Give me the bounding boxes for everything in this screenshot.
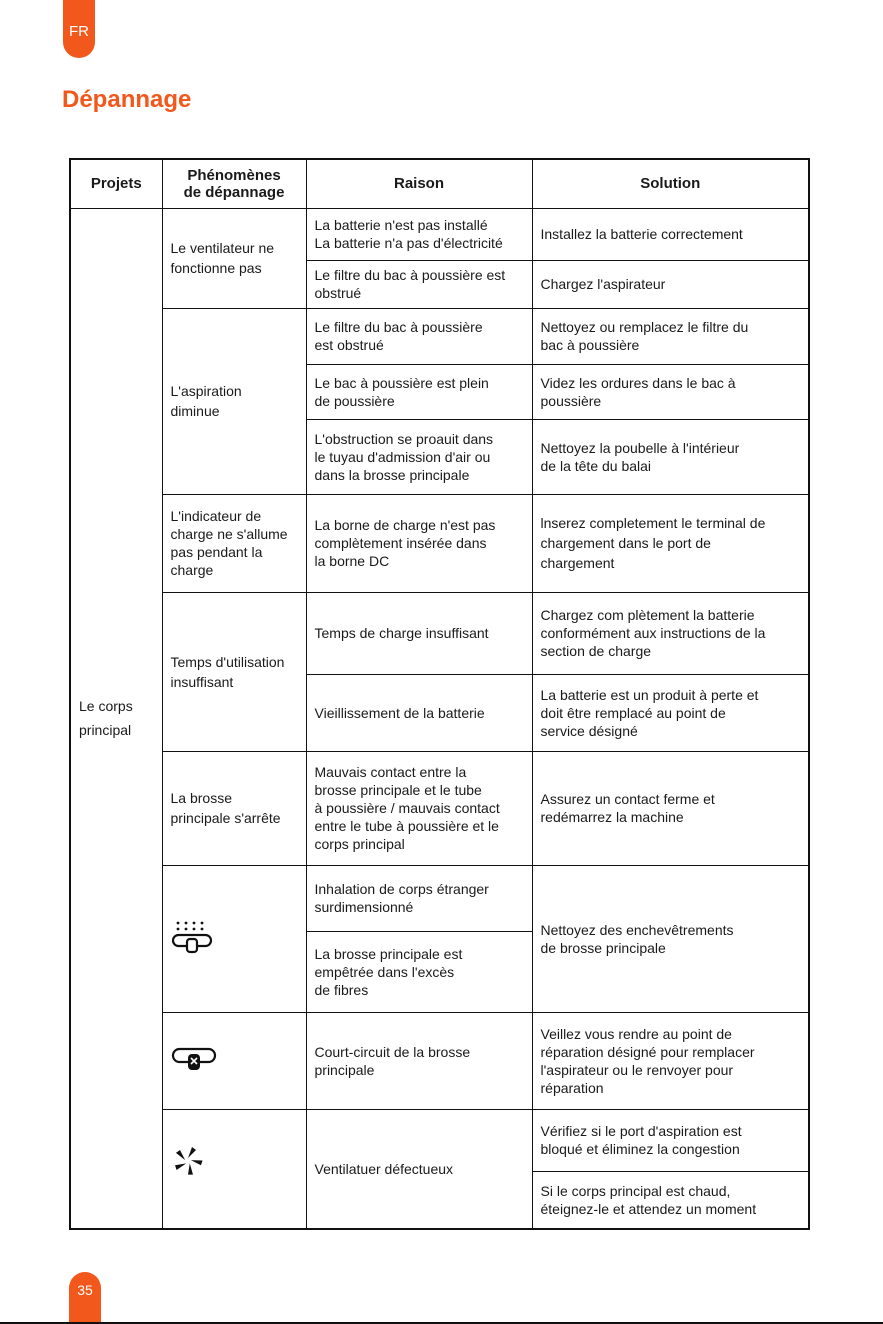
reason-cell: Temps de charge insuffisant	[306, 592, 532, 674]
solution-cell: lnserez completement le terminal de chargement dans le port de chargement	[532, 494, 809, 592]
reason-cell: Court-circuit de la brosse principale	[306, 1012, 532, 1109]
brush-tangle-icon	[171, 920, 215, 954]
table-row	[70, 208, 809, 260]
reason-cell: Vieillissement de la batterie	[306, 674, 532, 751]
fan-icon-cell	[162, 1109, 306, 1229]
phenomenon-cell: Le ventilateur ne fonctionne pas	[162, 208, 306, 308]
reason-cell: La brosse principale est empêtrée dans l'excès de fibres	[306, 931, 532, 1012]
solution-cell: Nettoyez des enchevêtrements de brosse principale	[532, 865, 809, 1012]
solution-cell: Videz les ordures dans le bac à poussière	[532, 364, 809, 419]
phenomenon-cell: L'aspiration diminue	[162, 308, 306, 494]
reason-cell: La borne de charge n'est pas complètement insérée dans la borne DC	[306, 494, 532, 592]
header-projets: Projets	[70, 159, 162, 208]
brush-short-icon-cell	[162, 1012, 306, 1109]
solution-cell: Assurez un contact ferme et redémarrez la machine	[532, 751, 809, 865]
troubleshooting-table	[69, 158, 810, 1230]
table-row	[70, 308, 809, 364]
page-number: 35	[77, 1282, 93, 1298]
solution-cell: Chargez com plètement la batterie conformément aux instructions de la section de charge	[532, 592, 809, 674]
table-row	[70, 1012, 809, 1109]
reason-cell: La batterie n'est pas installé La batterie n'a pas d'électricité	[306, 208, 532, 260]
language-tab	[63, 0, 95, 58]
header-raison: Raison	[306, 159, 532, 208]
table-row	[70, 494, 809, 592]
page-number-tab	[69, 1272, 101, 1324]
project-cell: Le corps principal	[70, 208, 162, 1229]
solution-cell: La batterie est un produit à perte et doit être remplacé au point de service désigné	[532, 674, 809, 751]
phenomenon-cell: Temps d'utilisation insuffisant	[162, 592, 306, 751]
solution-cell: Nettoyez la poubelle à l'intérieur de la tête du balai	[532, 419, 809, 494]
header-solution: Solution	[532, 159, 809, 208]
reason-cell: Le bac à poussière est plein de poussière	[306, 364, 532, 419]
reason-cell: Mauvais contact entre la brosse principale et le tube à poussière / mauvais contact entre le tube à poussière et le corps principal	[306, 751, 532, 865]
brush-short-circuit-icon	[171, 1045, 217, 1073]
reason-cell: Le filtre du bac à poussière est obstrué	[306, 308, 532, 364]
solution-cell: Installez la batterie correctement	[532, 208, 809, 260]
language-label: FR	[69, 23, 89, 40]
solution-cell: Si le corps principal est chaud, éteignez-le et attendez un moment	[532, 1171, 809, 1229]
reason-cell: Le filtre du bac à poussière est obstrué	[306, 260, 532, 308]
table-row	[70, 592, 809, 674]
table-header-row	[70, 159, 809, 208]
reason-cell: Inhalation de corps étranger surdimensionné	[306, 865, 532, 931]
page-title: Dépannage	[62, 86, 192, 113]
table-row	[70, 865, 809, 931]
phenomenon-cell: La brosse principale s'arrête	[162, 751, 306, 865]
reason-cell: L'obstruction se proauit dans le tuyau d'admission d'air ou dans la brosse principale	[306, 419, 532, 494]
solution-cell: Nettoyez ou remplacez le filtre du bac à poussière	[532, 308, 809, 364]
brush-tangle-icon-cell	[162, 865, 306, 1012]
solution-cell: Vérifiez si le port d'aspiration est bloqué et éliminez la congestion	[532, 1109, 809, 1171]
table-row	[70, 1109, 809, 1171]
solution-cell: Chargez l'aspirateur	[532, 260, 809, 308]
fan-fault-icon	[171, 1144, 205, 1178]
solution-cell: Veillez vous rendre au point de réparation désigné pour remplacer l'aspirateur ou le renvoyer pour réparation	[532, 1012, 809, 1109]
table-row	[70, 751, 809, 865]
header-phenomenes: Phénomènes de dépannage	[162, 159, 306, 208]
reason-cell: Ventilatuer défectueux	[306, 1109, 532, 1229]
phenomenon-cell: L'indicateur de charge ne s'allume pas pendant la charge	[162, 494, 306, 592]
